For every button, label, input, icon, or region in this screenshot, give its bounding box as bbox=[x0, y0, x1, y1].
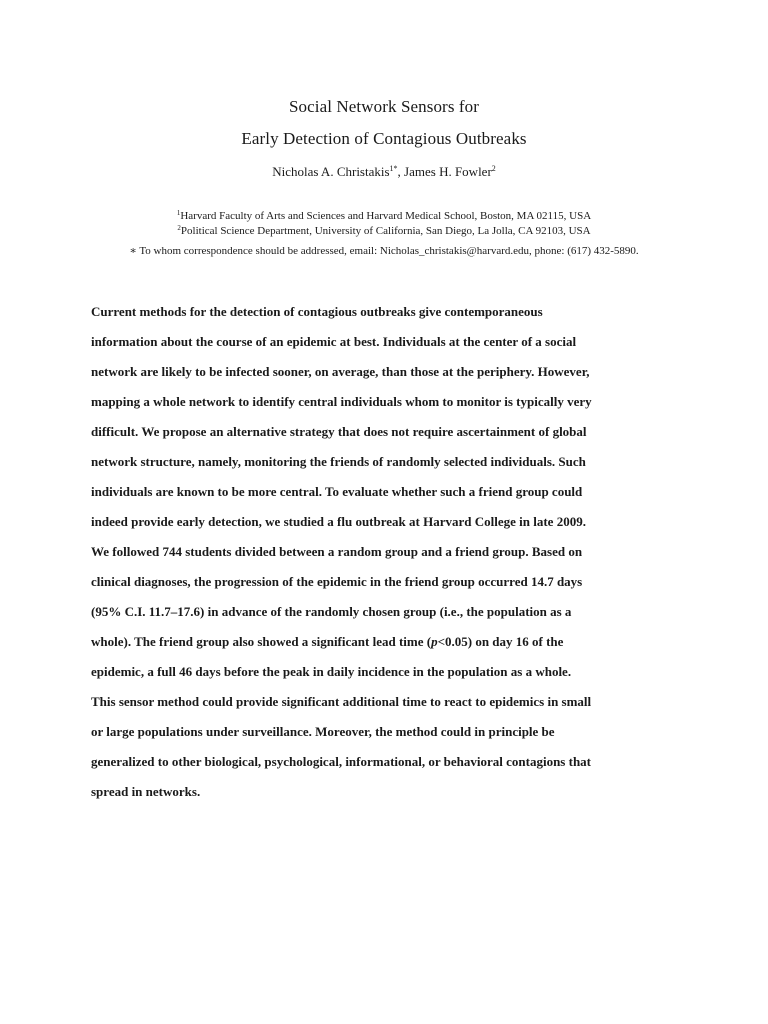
author-separator: , bbox=[397, 164, 405, 179]
abstract-line: individuals are known to be more central. To evaluate whether such a friend group could bbox=[91, 484, 583, 499]
abstract-line: indeed provide early detection, we studied a flu outbreak at Harvard College in late 2009. bbox=[91, 514, 586, 529]
abstract-line: clinical diagnoses, the progression of the epidemic in the friend group occurred 14.7 days bbox=[91, 574, 583, 589]
author-affiliation-mark: 1* bbox=[389, 164, 398, 173]
abstract-line: network are likely to be infected sooner, on average, than those at the periphery. However, bbox=[91, 364, 590, 379]
abstract-text: whole). The friend group also showed a significant lead time ( bbox=[91, 634, 432, 649]
abstract-line: (95% C.I. 11.7–17.6) in advance of the randomly chosen group (i.e., the population as a bbox=[91, 604, 572, 619]
author-name: Nicholas A. Christakis bbox=[272, 164, 390, 179]
affiliation-text: Harvard Faculty of Arts and Sciences and Harvard Medical School, Boston, MA 02115, USA bbox=[180, 210, 592, 222]
abstract-line: Current methods for the detection of contagious outbreaks give contemporaneous bbox=[91, 304, 543, 319]
abstract-line: information about the course of an epidemic at best. Individuals at the center of a social bbox=[91, 334, 577, 349]
abstract-line: This sensor method could provide significant additional time to react to epidemics in small bbox=[91, 694, 592, 709]
paper-title-line-1: Social Network Sensors for bbox=[288, 97, 480, 116]
abstract-line: spread in networks. bbox=[91, 784, 201, 799]
abstract-line: difficult. We propose an alternative strategy that does not require ascertainment of global bbox=[91, 424, 587, 439]
author-name: James H. Fowler bbox=[404, 164, 492, 179]
abstract-line: mapping a whole network to identify central individuals whom to monitor is typically very bbox=[91, 394, 592, 409]
abstract-line: or large populations under surveillance. Moreover, the method could in principle be bbox=[91, 724, 555, 739]
affiliation-2 bbox=[0, 225, 768, 237]
abstract-text: <0.05) on day 16 of the bbox=[437, 634, 564, 649]
abstract bbox=[91, 297, 681, 807]
author-list bbox=[0, 164, 768, 180]
affiliation-mark: 1 bbox=[176, 209, 181, 217]
abstract-line: generalized to other biological, psychological, informational, or behavioral contagions that bbox=[91, 754, 591, 769]
affiliation-mark: 2 bbox=[177, 224, 181, 232]
abstract-line: epidemic, a full 46 days before the peak in daily incidence in the population as a whole. bbox=[91, 664, 572, 679]
p-value-symbol: p bbox=[431, 634, 438, 649]
author-affiliation-mark: 2 bbox=[491, 164, 496, 173]
abstract-line bbox=[91, 627, 681, 657]
affiliation-1 bbox=[0, 210, 768, 222]
abstract-line: network structure, namely, monitoring the friends of randomly selected individuals. Such bbox=[91, 454, 586, 469]
affiliation-text: Political Science Department, University of California, San Diego, La Jolla, CA 92103, USA bbox=[180, 225, 591, 237]
paper-title-line-2: Early Detection of Contagious Outbreaks bbox=[241, 129, 527, 148]
correspondence-note: ∗ To whom correspondence should be addressed, email: Nicholas_christakis@harvard.edu, phone: (617) 432-5890. bbox=[129, 245, 639, 257]
abstract-line: We followed 744 students divided between a random group and a friend group. Based on bbox=[91, 544, 583, 559]
